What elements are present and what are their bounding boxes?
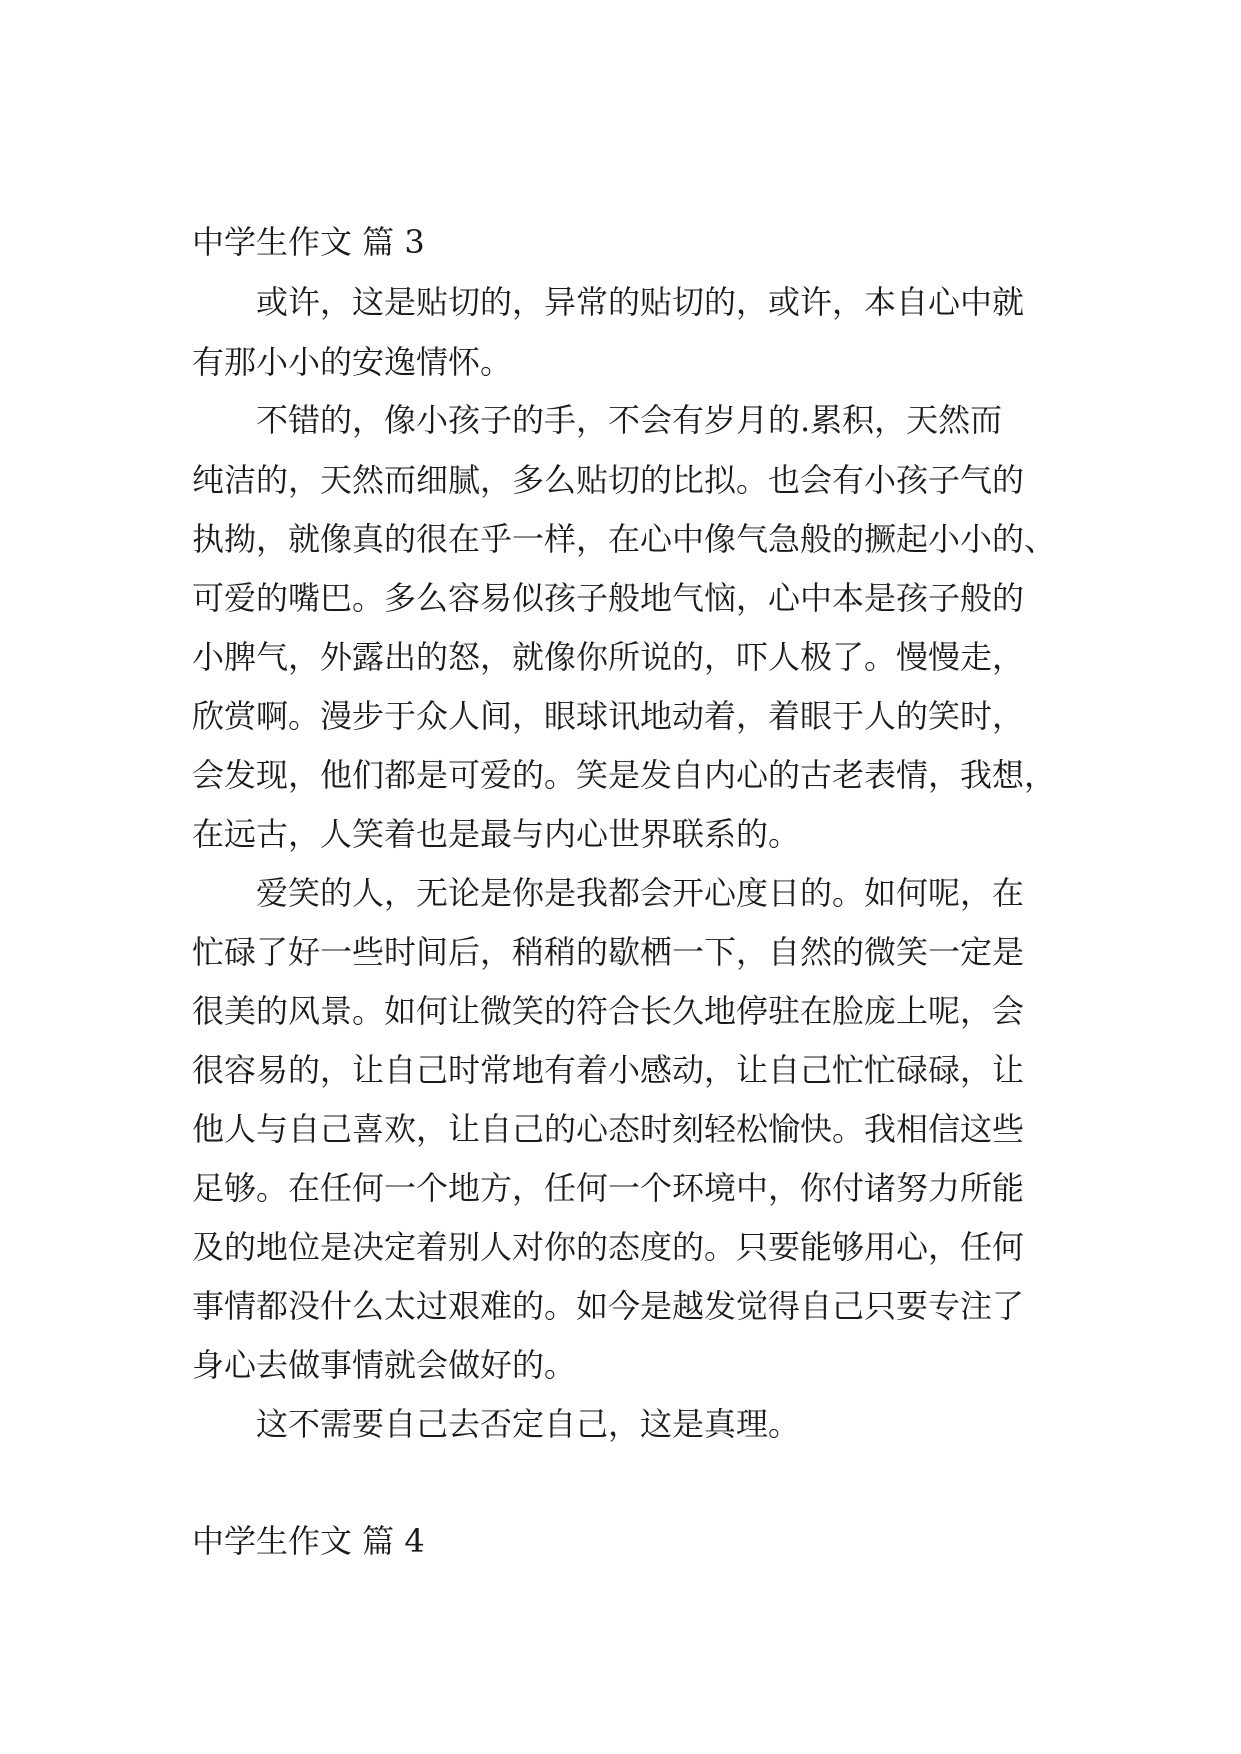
section-heading-3: 中学生作文 篇 3 <box>192 223 425 261</box>
paragraph-3-line-2: 忙碌了好一些时间后，稍稍的歇栖一下，自然的微笑一定是 <box>192 933 1025 971</box>
paragraph-3-line-7: 及的地位是决定着别人对你的态度的。只要能够用心，任何 <box>192 1228 1025 1266</box>
paragraph-2-line-4: 可爱的嘴巴。多么容易似孩子般地气恼，心中本是孩子般的 <box>192 579 1025 617</box>
paragraph-2-line-6: 欣赏啊。漫步于众人间，眼球讯地动着，着眼于人的笑时， <box>192 697 1025 735</box>
paragraph-2-line-2: 纯洁的，天然而细腻，多么贴切的比拟。也会有小孩子气的 <box>192 461 1025 499</box>
paragraph-2-line-5: 小脾气，外露出的怒，就像你所说的，吓人极了。慢慢走， <box>192 638 1025 676</box>
paragraph-2-line-1: 不错的，像小孩子的手，不会有岁月的.累积，天然而 <box>256 401 1003 439</box>
paragraph-2-line-7: 会发现，他们都是可爱的。笑是发自内心的古老表情，我想， <box>192 756 1057 794</box>
paragraph-2-line-8: 在远古，人笑着也是最与内心世界联系的。 <box>192 815 801 853</box>
paragraph-2-line-3: 执拗，就像真的很在乎一样，在心中像气急般的撅起小小的、 <box>192 520 1057 558</box>
paragraph-1-line-1: 或许，这是贴切的，异常的贴切的，或许，本自心中就 <box>256 283 1025 321</box>
paragraph-1-line-2: 有那小小的安逸情怀。 <box>192 343 513 381</box>
section-heading-4: 中学生作文 篇 4 <box>192 1522 425 1560</box>
paragraph-3-line-4: 很容易的，让自己时常地有着小感动，让自己忙忙碌碌，让 <box>192 1051 1025 1089</box>
paragraph-3-line-9: 身心去做事情就会做好的。 <box>192 1346 577 1384</box>
paragraph-3-line-8: 事情都没什么太过艰难的。如今是越发觉得自己只要专注了 <box>192 1287 1025 1325</box>
paragraph-3-line-3: 很美的风景。如何让微笑的符合长久地停驻在脸庞上呢，会 <box>192 992 1025 1030</box>
paragraph-3-line-1: 爱笑的人，无论是你是我都会开心度日的。如何呢，在 <box>256 874 1025 912</box>
paragraph-3-line-5: 他人与自己喜欢，让自己的心态时刻轻松愉快。我相信这些 <box>192 1110 1025 1148</box>
paragraph-4-line-1: 这不需要自己去否定自己，这是真理。 <box>256 1405 801 1443</box>
paragraph-3-line-6: 足够。在任何一个地方，任何一个环境中，你付诸努力所能 <box>192 1169 1025 1207</box>
